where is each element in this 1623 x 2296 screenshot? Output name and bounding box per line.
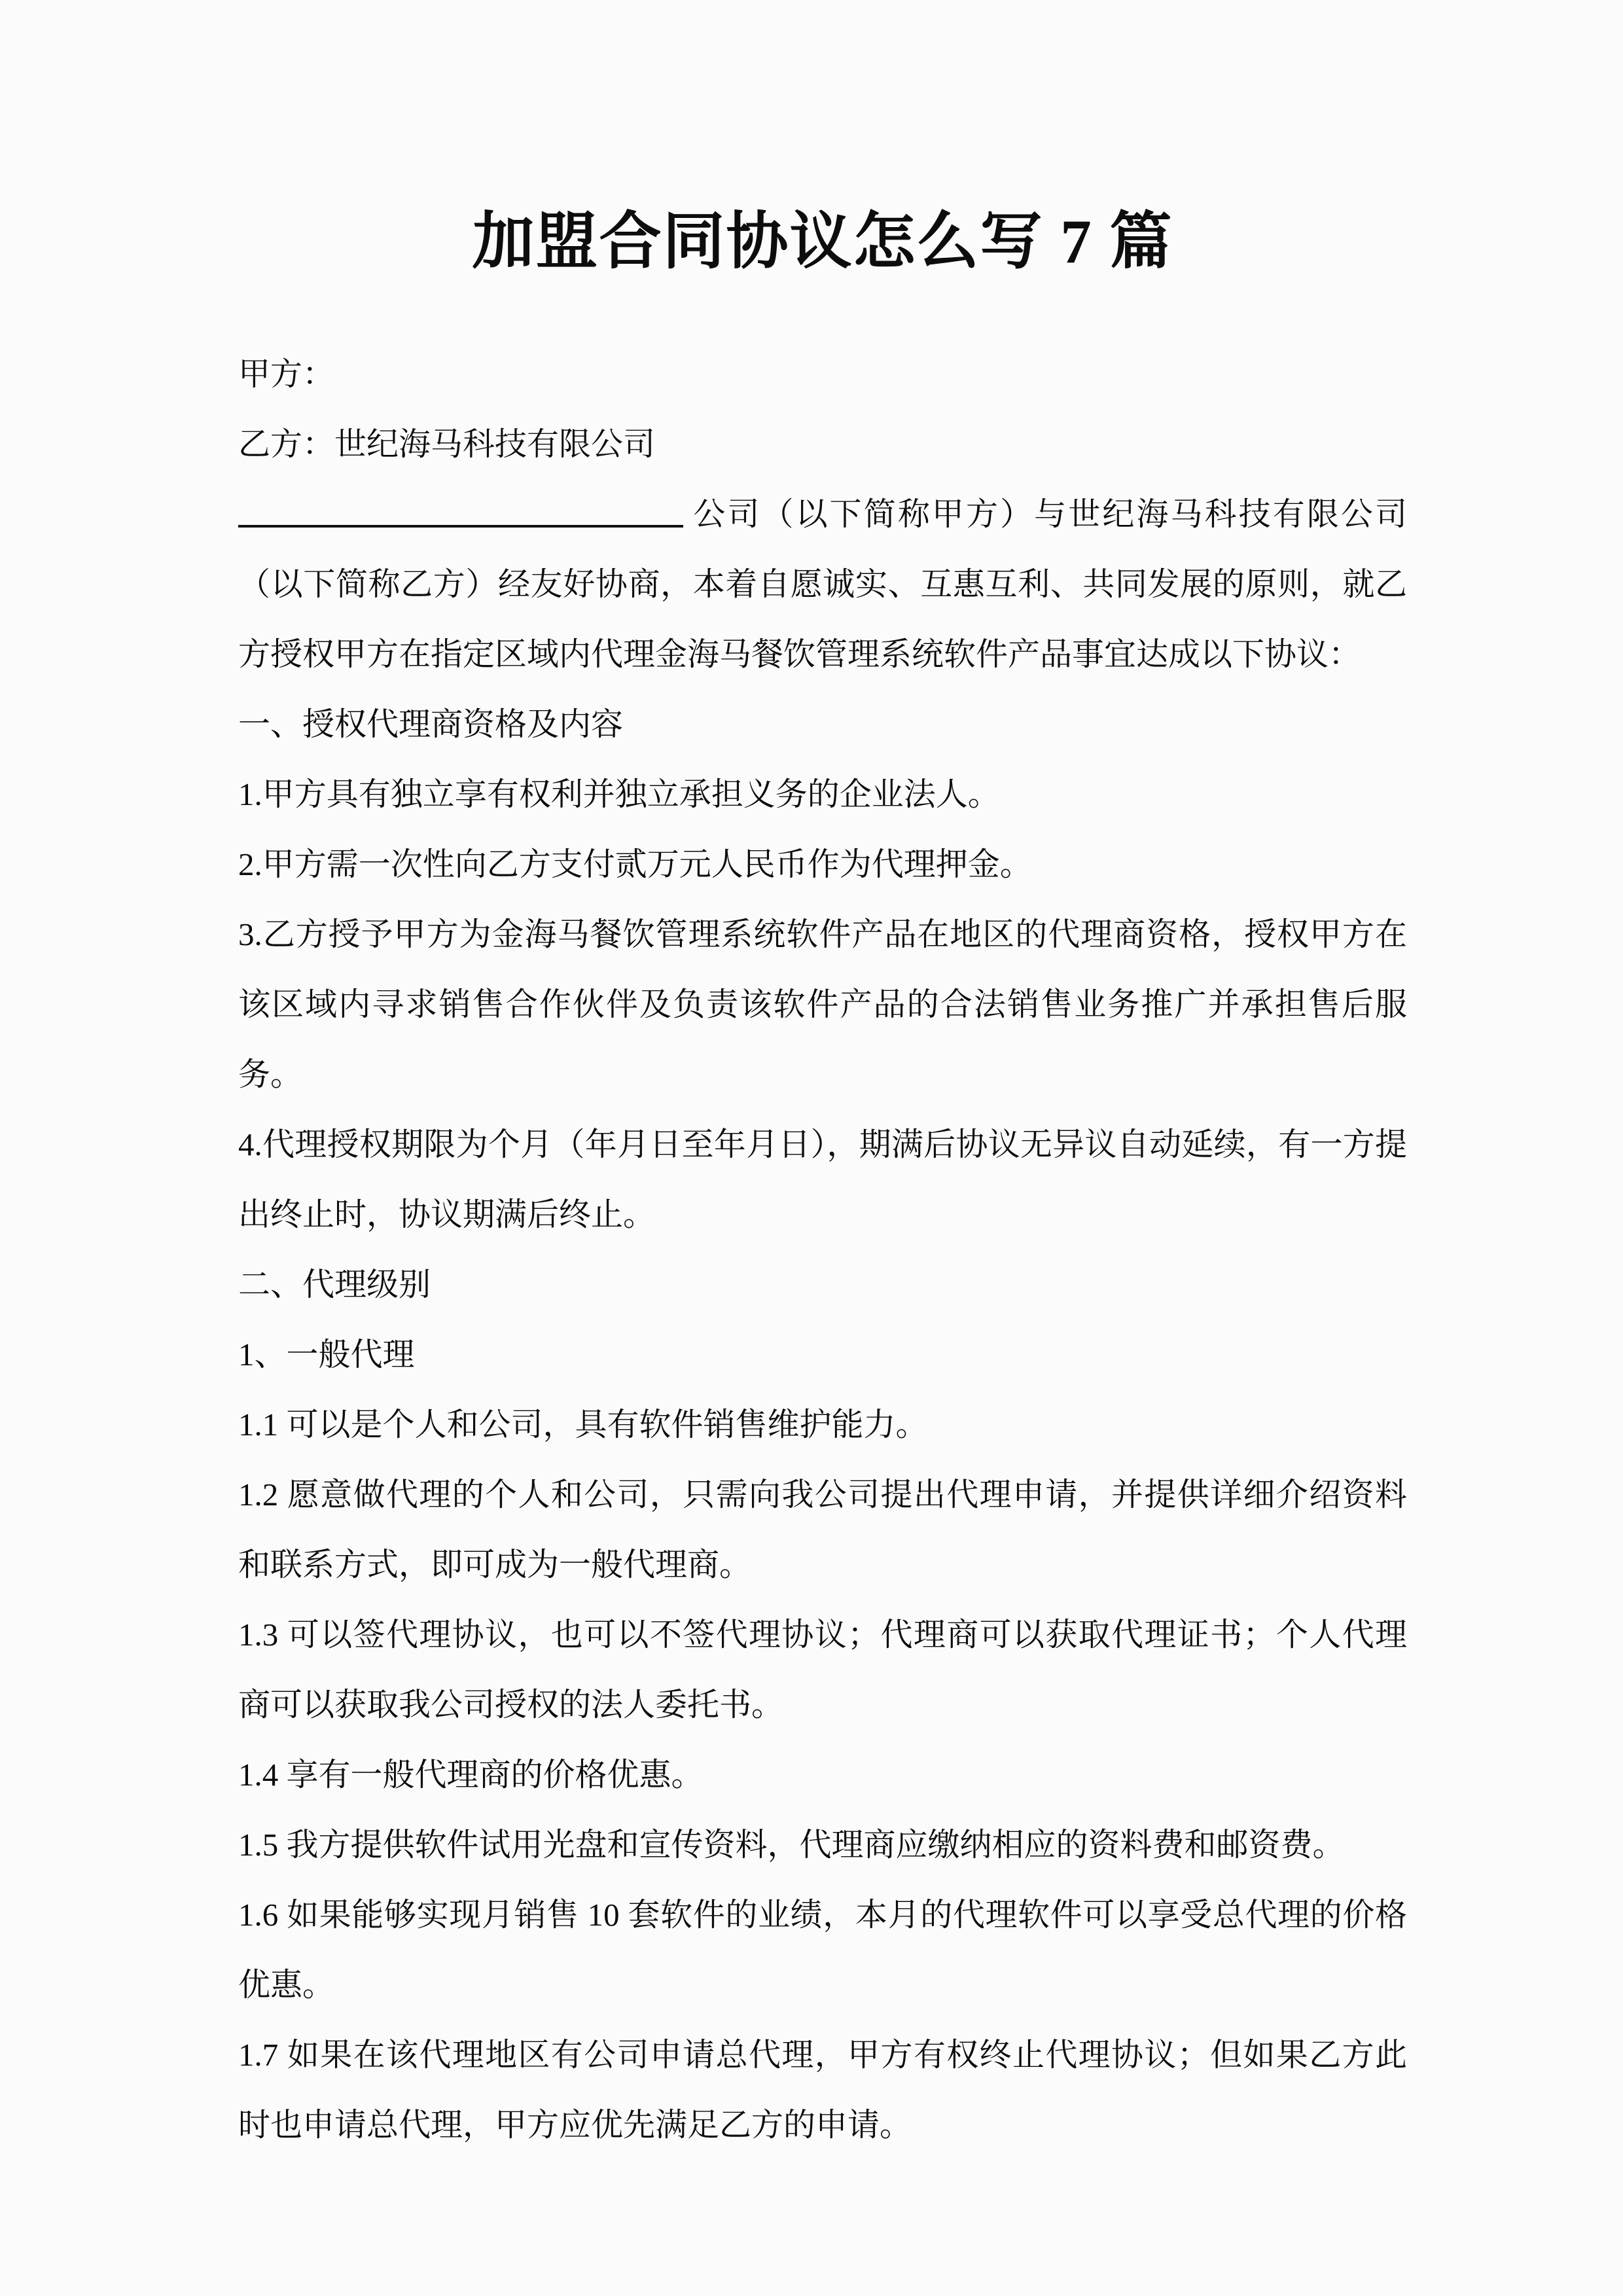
clause-1-3-text: 1.3 可以签代理协议，也可以不签代理协议；代理商可以获取代理证书；个人代理商可以获取我公司授权的法人委托书。 bbox=[238, 1617, 1407, 1723]
clause-1-text: 1.甲方具有独立享有权利并独立承担义务的企业法人。 bbox=[238, 776, 1000, 812]
clause-4 bbox=[238, 1109, 1407, 1249]
document-title: 加盟合同协议怎么写 7 篇 bbox=[472, 207, 1173, 276]
clause-1-1 bbox=[238, 1390, 1407, 1460]
clause-2-text: 2.甲方需一次性向乙方支付贰万元人民币作为代理押金。 bbox=[238, 846, 1032, 882]
clause-1-1-text: 1.1 可以是个人和公司，具有软件销售维护能力。 bbox=[238, 1407, 928, 1443]
clause-1-7-text: 1.7 如果在该代理地区有公司申请总代理，甲方有权终止代理协议；但如果乙方此时也申请总代理，甲方应优先满足乙方的申请。 bbox=[238, 2037, 1407, 2143]
subsection-1-heading-text: 1、一般代理 bbox=[238, 1336, 415, 1372]
clause-1 bbox=[238, 759, 1407, 829]
clause-1-6 bbox=[238, 1880, 1407, 2020]
party-a-line bbox=[238, 339, 1407, 409]
section-1-heading-text: 一、授权代理商资格及内容 bbox=[238, 706, 624, 742]
section-1-heading bbox=[238, 689, 1407, 759]
clause-3 bbox=[238, 899, 1407, 1109]
clause-1-3 bbox=[238, 1600, 1407, 1740]
document-body bbox=[238, 339, 1407, 2160]
party-b-text: 乙方：世纪海马科技有限公司 bbox=[238, 426, 656, 462]
clause-1-2-text: 1.2 愿意做代理的个人和公司，只需向我公司提出代理申请，并提供详细介绍资料和联系方式，即可成为一般代理商。 bbox=[238, 1477, 1407, 1583]
clause-1-2 bbox=[238, 1460, 1407, 1600]
preamble-text: 公司（以下简称甲方）与世纪海马科技有限公司（以下简称乙方）经友好协商，本着自愿诚实、互惠互利、共同发展的原则，就乙方授权甲方在指定区域内代理金海马餐饮管理系统软件产品事宜达成以下协议： bbox=[238, 496, 1407, 672]
clause-4-text: 4.代理授权期限为个月（年月日至年月日），期满后协议无异议自动延续，有一方提出终止时，协议期满后终止。 bbox=[238, 1126, 1407, 1232]
preamble-paragraph bbox=[238, 479, 1407, 689]
clause-1-4 bbox=[238, 1740, 1407, 1810]
clause-1-6-text: 1.6 如果能够实现月销售 10 套软件的业绩，本月的代理软件可以享受总代理的价格优惠。 bbox=[238, 1897, 1407, 2003]
company-name-blank-line bbox=[238, 493, 683, 528]
section-2-heading-text: 二、代理级别 bbox=[238, 1266, 431, 1302]
section-2-heading bbox=[238, 1249, 1407, 1319]
subsection-1-heading bbox=[238, 1319, 1407, 1390]
clause-1-5-text: 1.5 我方提供软件试用光盘和宣传资料，代理商应缴纳相应的资料费和邮资费。 bbox=[238, 1827, 1345, 1863]
clause-1-7 bbox=[238, 2020, 1407, 2160]
clause-1-5 bbox=[238, 1810, 1407, 1880]
party-a-text: 甲方： bbox=[238, 356, 335, 392]
party-b-line bbox=[238, 409, 1407, 479]
clause-1-4-text: 1.4 享有一般代理商的价格优惠。 bbox=[238, 1757, 704, 1793]
clause-3-text: 3.乙方授予甲方为金海马餐饮管理系统软件产品在地区的代理商资格，授权甲方在该区域内寻求销售合作伙伴及负责该软件产品的合法销售业务推广并承担售后服务。 bbox=[238, 916, 1407, 1092]
clause-2 bbox=[238, 829, 1407, 899]
